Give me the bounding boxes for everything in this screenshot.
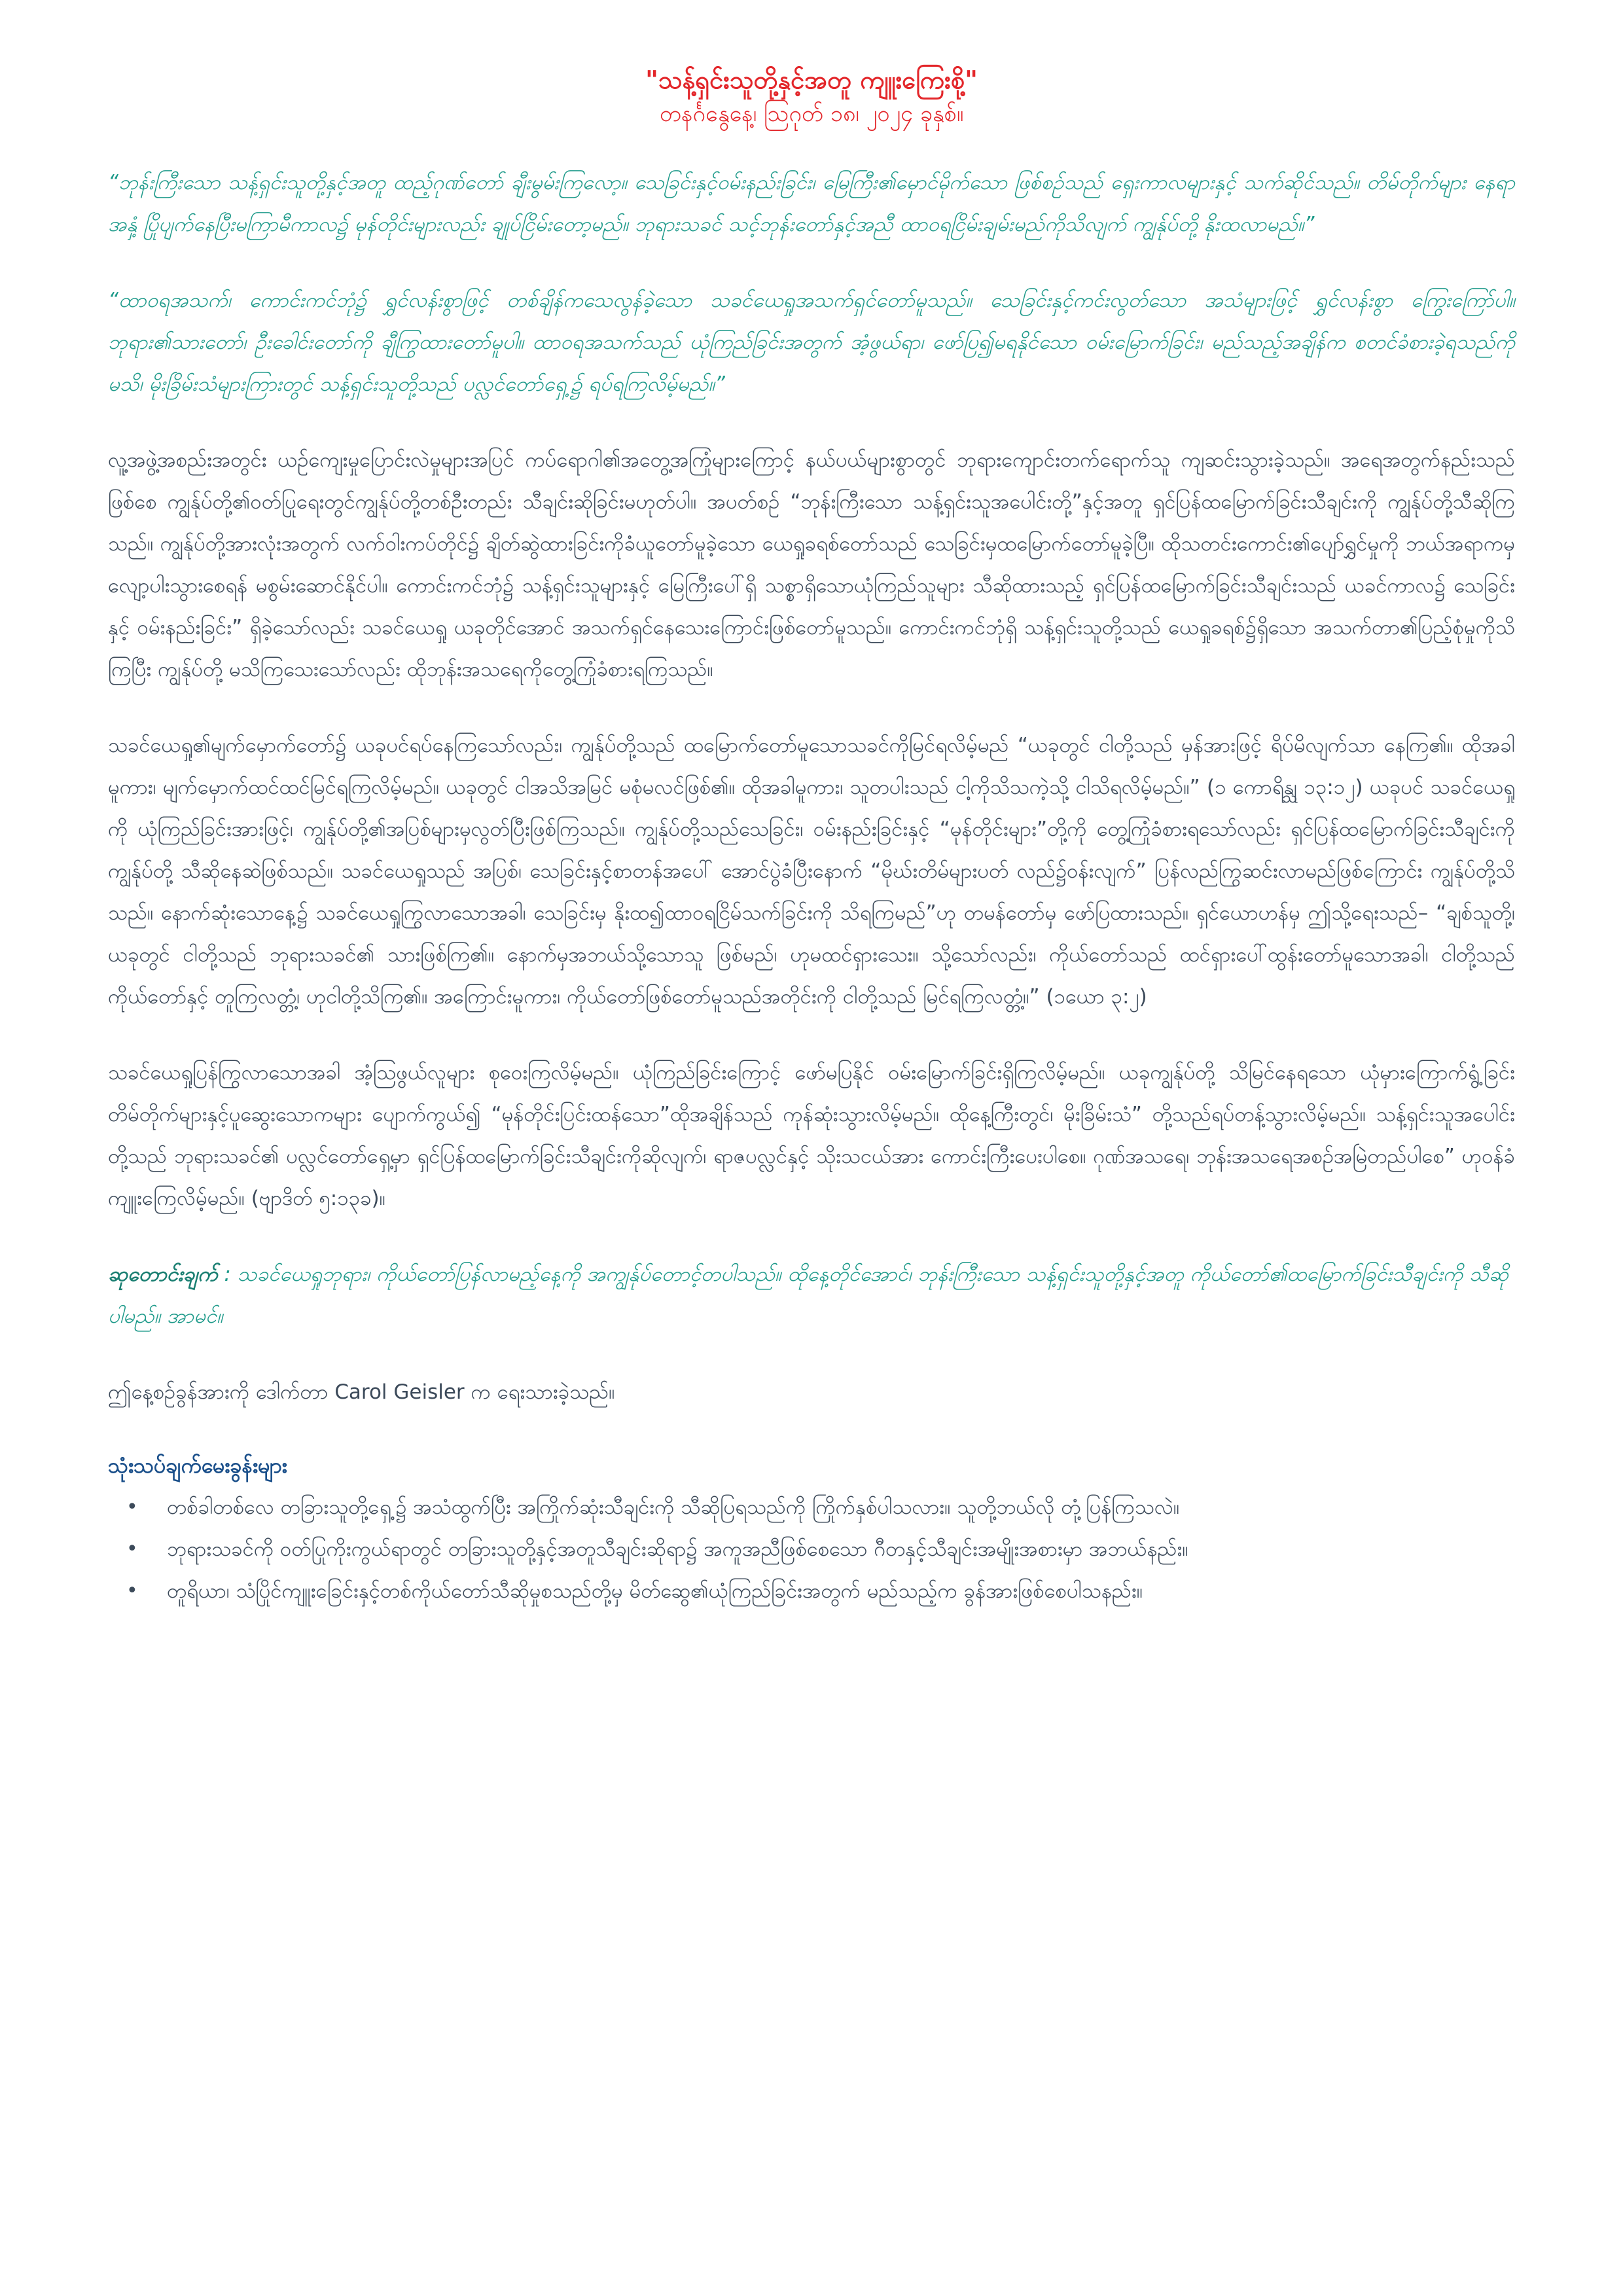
author-note: ဤနေ့စဉ်ခွန်အားကို ဒေါက်တာ Carol Geisler က ရေးသားခဲ့သည်။ — [108, 1380, 615, 1404]
bullet-icon: • — [126, 1537, 138, 1560]
prayer-separator: : — [217, 1263, 238, 1286]
body-paragraph-3: သခင်ယေရှုပြန်ကြွလာသောအခါ အံ့သြဖွယ်လူများ စုဝေးကြလိမ့်မည်။ ယုံကြည်ခြင်းကြောင့် ဖော်မပြနိုင် ဝမ်းမြောက်ခြင်းရှိကြလိမ့်မည်။ ယခုကျွန်ုပ်တို့ သိမြင်နေရသော ယုံမှားကြောက်ရွံ့ခြင်း တိမ်တိုက်များနှင့်ပူဆွေးသောကများ ပျောက်ကွယ်၍ “မုန်တိုင်းပြင်းထန်သော”ထိုအချိန်သည် ကုန်ဆုံးသွားလိမ့်မည်။ ထိုနေ့ကြီးတွင်၊ မိုးခြိမ်းသံ” တို့သည်ရပ်တန့်သွားလိမ့်မည်။ သန့်ရှင်းသူအပေါင်းတို့သည် ဘုရားသခင်၏ ပလ္လင်တော်ရှေ့မှာ ရှင်ပြန်ထမြောက်ခြင်းသီချင်းကိုဆိုလျက်၊ ရာဇပလ္လင်နှင့် သိုးသငယ်အား ကောင်းကြီးပေးပါစေ။ ဂုဏ်အသရေ၊ ဘုန်းအသရေအစဉ်အမြဲတည်ပါစေ” ဟုဝန်ခံကျူးကြေလိမ့်မည်။ (ဗျာဒိတ် ၅:၁၃ခ)။ — [108, 1061, 1515, 1210]
prayer-label: ဆုတောင်းချက် — [108, 1263, 218, 1286]
body-paragraph-1: လူ့အဖွဲ့အစည်းအတွင်း ယဉ်ကျေးမှုပြောင်းလဲမှုများအပြင် ကပ်ရောဂါ၏အတွေ့အကြုံများကြောင့် နယ်ပယ်များစွာတွင် ဘုရားကျောင်းတက်ရောက်သူ ကျဆင်းသွားခဲ့သည်။ အရေအတွက်နည်းသည်ဖြစ်စေ ကျွန်ုပ်တို့၏ဝတ်ပြုရေးတွင်ကျွန်ုပ်တို့တစ်ဦးတည်း သီချင်းဆိုခြင်းမဟုတ်ပါ။ အပတ်စဉ် “ဘုန်းကြီးသော သန့်ရှင်းသူအပေါင်းတို့”နှင့်အတူ ရှင်ပြန်ထမြောက်ခြင်းသီချင်းကို ကျွန်ုပ်တို့သီဆိုကြသည်။ ကျွန်ုပ်တို့အားလုံးအတွက် လက်ဝါးကပ်တိုင်၌ ချိတ်ဆွဲထားခြင်းကိုခံယူတော်မူခဲ့သော ယေရှုခရစ်တော်သည် သေခြင်းမှထမြောက်တော်မူခဲ့ပြီ။ ထိုသတင်းကောင်း၏ပျော်ရွှင်မှုကို ဘယ်အရာကမှ လျော့ပါးသွားစေရန် မစွမ်းဆောင်နိုင်ပါ။ ကောင်းကင်ဘုံ၌ သန့်ရှင်းသူများနှင့် မြေကြီးပေါ်ရှိ သစ္စာရှိသောယုံကြည်သူများ သီဆိုထားသည့် ရှင်ပြန်ထမြောက်ခြင်းသီချင်းသည် ယခင်ကာလ၌ သေခြင်းနှင့် ဝမ်းနည်းခြင်း” ရှိခဲ့သော်လည်း သခင်ယေရှု ယခုတိုင်အောင် အသက်ရှင်နေသေးကြောင်းဖြစ်တော်မူသည်။ ကောင်းကင်ဘုံရှိ သန့်ရှင်းသူတို့သည် ယေရှုခရစ်၌ရှိသော အသက်တာ၏ပြည့်စုံမှုကိုသိကြပြီး ကျွန်ုပ်တို့ မသိကြသေးသော်လည်း ထိုဘုန်းအသရေကိုတွေ့ကြုံခံစားရကြသည်။ — [108, 448, 1515, 681]
prayer-block — [108, 1253, 1515, 1337]
question-item — [126, 1530, 1515, 1569]
question-text: တူရိယာ၊ သံပြိုင်ကျူးခြေင်းနှင့်တစ်ကိုယ်တော်သီဆိုမှုစသည်တို့မှ မိတ်ဆွေ၏ယုံကြည်ခြင်းအတွက် မည်သည့်က ခွန်အားဖြစ်စေပါသနည်း။ — [167, 1579, 1143, 1603]
question-text: ဘုရားသခင်ကို ဝတ်ပြုကိုးကွယ်ရာတွင် တခြားသူတို့နှင့်အတူသီချင်းဆိုရာ၌ အကူအညီဖြစ်စေသော ဂီတနှင့်သီချင်းအမျိုးအစားမှာ အဘယ်နည်း။ — [167, 1537, 1188, 1561]
prayer-text: သခင်ယေရှုဘုရား၊ ကိုယ်တော်ပြန်လာမည့်နေ့ကို အကျွန်ုပ်တောင့်တပါသည်။ ထိုနေ့တိုင်အောင်၊ ဘုန်းကြီးသော သန့်ရှင်းသူတို့နှင့်အတူ ကိုယ်တော်၏ထမြောက်ခြင်းသီချင်းကို သီဆိုပါမည်။ အာမင်။ — [108, 1263, 1508, 1328]
bullet-icon: • — [126, 1496, 138, 1518]
page-title: "သန့်ရှင်းသူတို့နှင့်အတူ ကျူးကြေးစို့" — [645, 65, 978, 94]
bullet-icon: • — [126, 1579, 138, 1602]
page-date: တနင်္ဂနွေနေ့၊ ဩဂုတ် ၁၈၊ ၂၀၂၄ ခုနှစ်။ — [659, 101, 964, 127]
question-item — [126, 1571, 1515, 1611]
questions-heading: သုံးသပ်ချက်မေးခွန်းများ — [108, 1453, 287, 1478]
questions-list — [108, 1488, 1515, 1611]
body-paragraph-2: သခင်ယေရှု၏မျက်မှောက်တော်၌ ယခုပင်ရပ်နေကြသော်လည်း၊ ကျွန်ုပ်တို့သည် ထမြောက်တော်မူသောသခင်ကိုမြင်ရလိမ့်မည် “ယခုတွင် ငါတို့သည် မှန်အားဖြင့် ရိပ်မိလျက်သာ နေကြ၏။ ထိုအခါမူကား၊ မျက်မှောက်ထင်ထင်မြင်ရကြလိမ့်မည်။ ယခုတွင် ငါအသိအမြင် မစုံမလင်ဖြစ်၏။ ထိုအခါမူကား၊ သူတပါးသည် ငါ့ကိုသိသကဲ့သို့ ငါသိရလိမ့်မည်။” (၁ ကောရိန္သု ၁၃:၁၂) ယခုပင် သခင်ယေရှုကို ယုံကြည်ခြင်းအားဖြင့်၊ ကျွန်ုပ်တို့၏အပြစ်များမှလွတ်ပြီးဖြစ်ကြသည်။ ကျွန်ုပ်တို့သည်သေခြင်း၊ ဝမ်းနည်းခြင်းနှင့် “မုန်တိုင်းများ”တို့ကို တွေ့ကြုံခံစားရသော်လည်း ရှင်ပြန်ထမြောက်ခြင်းသီချင်းကို ကျွန်ုပ်တို့ သီဆိုနေဆဲဖြစ်သည်။ သခင်ယေရှုသည် အပြစ်၊ သေခြင်းနှင့်စာတန်အပေါ် အောင်ပွဲခံပြီးနောက် “မိုဃ်းတိမ်များပတ် လည်၌ဝန်းလျက်” ပြန်လည်ကြွဆင်းလာမည်ဖြစ်ကြောင်း ကျွန်ုပ်တို့သိသည်။ နောက်ဆုံးသောနေ့၌ သခင်ယေရှုကြွလာသောအခါ၊ သေခြင်းမှ နိုးထ၍ထာဝရငြိမ်သက်ခြင်းကို သိရကြမည်”ဟု တမန်တော်မှ ဖော်ပြထားသည်။ ရှင်ယောဟန်မှ ဤသို့ရေးသည်– “ချစ်သူတို့၊ ယခုတွင် ငါတို့သည် ဘုရားသခင်၏ သားဖြစ်ကြ၏။ နောက်မှအဘယ်သို့သောသူ ဖြစ်မည်၊ ဟုမထင်ရှားသေး။ သို့သော်လည်း၊ ကိုယ်တော်သည် ထင်ရှားပေါ်ထွန်းတော်မူသောအခါ၊ ငါတို့သည် ကိုယ်တော်နှင့် တူကြလတ္တံ့၊ ဟုငါတို့သိကြ၏။ အကြောင်းမူကား၊ ကိုယ်တော်ဖြစ်တော်မူသည်အတိုင်းကို ငါတို့သည် မြင်ရကြလတ္တံ့။” (၁ယော ၃:၂) — [108, 734, 1515, 1009]
question-text: တစ်ခါတစ်လေ တခြားသူတို့ရှေ့၌ အသံထွက်ပြီး အကြိုက်ဆုံးသီချင်းကို သီဆိုပြရသည်ကို ကြိုက်နှစ်ပါသလား။ သူတို့ဘယ်လို တုံ့ပြန်ကြသလဲ။ — [167, 1496, 1180, 1519]
question-item — [126, 1488, 1515, 1527]
hymn-quote-2: “ထာဝရအသက်၊ ကောင်းကင်ဘုံ၌ ရွှင်လန်းစွာဖြင့် တစ်ချိန်ကသေလွန်ခဲ့သော သခင်ယေရှုအသက်ရှင်တော်မူသည်။ သေခြင်းနှင့်ကင်းလွတ်သော အသံများဖြင့် ရွှင်လန်းစွာ ကြွေးကြော်ပါ။ ဘုရား၏သားတော်၊ ဦးခေါင်းတော်ကို ချီကြွထားတော်မူပါ။ ထာဝရအသက်သည် ယုံကြည်ခြင်းအတွက် အံ့ဖွယ်ရာ၊ ဖော်ပြ၍မရနိုင်သော ဝမ်းမြောက်ခြင်း၊ မည်သည့်အချိန်က စတင်ခံစားခဲ့ရသည်ကို မသိ၊ မိုးခြိမ်းသံများကြားတွင် သန့်ရှင်းသူတို့သည် ပလ္လင်တော်ရှေ့၌ ရပ်ရကြလိမ့်မည်။” — [108, 289, 1515, 396]
hymn-quote-1: “ဘုန်းကြီးသော သန့်ရှင်းသူတို့နှင့်အတူ ထည့်ဂုဏ်တော် ချီးမွမ်းကြလော့။ သေခြင်းနှင့်ဝမ်းနည်းခြင်း၊ မြေကြီး၏မှောင်မိုက်သော ဖြစ်စဉ်သည် ရှေးကာလများနှင့် သက်ဆိုင်သည်။ တိမ်တိုက်များ နေရာအနှံ့ ပြိုပျက်နေပြီးမကြာမီကာလ၌ မုန်တိုင်းများလည်း ချုပ်ငြိမ်းတော့မည်။ ဘုရားသခင် သင့်ဘုန်းတော်နှင့်အညီ ထာဝရငြိမ်းချမ်းမည်ကိုသိလျက် ကျွန်ုပ်တို့ နိုးထလာမည်။” — [108, 171, 1515, 236]
